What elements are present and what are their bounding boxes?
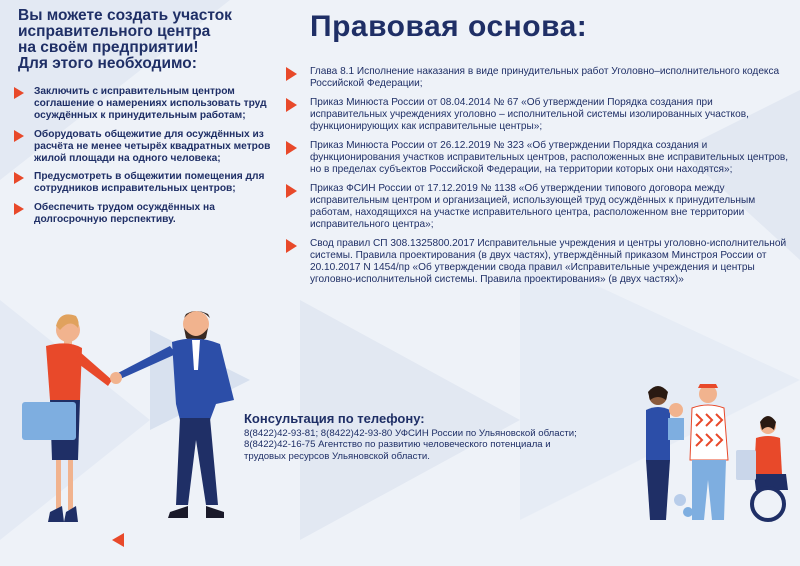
page-title: Правовая основа: — [310, 10, 588, 43]
left-title-line: на своём предприятии! — [18, 39, 199, 56]
consultation-block — [244, 411, 644, 462]
list-item-text: Обеспечить трудом осуждённых на долгосрочную перспективу. — [34, 201, 215, 225]
list-item-text: Предусмотреть в общежитии помещения для сотрудников исправительных центров; — [34, 171, 265, 195]
list-item-text: Оборудовать общежитие для осуждённых из расчёта не менее четырёх квадратных метров жилой площади на одного человека; — [34, 128, 271, 165]
arrow-icon — [286, 98, 297, 112]
list-item — [12, 202, 280, 226]
list-item — [12, 129, 280, 166]
list-item-text: Заключить с исправительным центром соглашение о намерениях использовать труд осуждённых к принудительным работам; — [34, 86, 267, 122]
requirements-list — [12, 86, 280, 226]
left-title-line: исправительного центра — [18, 23, 211, 40]
list-item-text: Свод правил СП 308.1325800.2017 Исправительные учреждения и центры уголовно-исполнительной системы. Правила проектирования (в двух частях), утверждённый приказом Минстроя России от 20.10.2017 N 1454/пр «Об утверждении свода правил «Исправительные учреждения и центры уголовно-исполнительной системы. Правила проектирования» (в двух частях)» — [310, 238, 787, 285]
arrow-icon — [14, 203, 24, 215]
list-item-text: Приказ Минюста России от 08.04.2014 № 67 «Об утверждении Порядка создания при исправительных учреждениях уголовно – исполнительной системы изолированных участков, функционирующих как исправительные центры»; — [310, 97, 749, 132]
list-item — [284, 238, 792, 286]
consultation-line: 8(8422)42-93-81; 8(8422)42-93-80 УФСИН России по Ульяновской области; — [244, 428, 577, 439]
handshake-illustration — [20, 300, 260, 530]
left-column — [12, 8, 280, 232]
list-item — [284, 66, 792, 90]
arrow-icon — [286, 184, 297, 198]
left-title — [18, 8, 280, 72]
arrow-icon — [286, 141, 297, 155]
list-item — [284, 183, 792, 231]
left-title-line: Для этого необходимо: — [18, 55, 197, 72]
arrow-icon — [286, 67, 297, 81]
list-item-text: Глава 8.1 Исполнение наказания в виде принудительных работ Уголовно–исполнительного кодекса Российской Федерации; — [310, 66, 780, 89]
arrow-icon — [14, 130, 24, 142]
people-group-illustration — [636, 380, 796, 530]
list-item — [12, 171, 280, 195]
arrow-icon — [14, 87, 24, 99]
list-item — [284, 140, 792, 176]
legal-basis-list — [284, 66, 792, 293]
list-item — [284, 97, 792, 133]
consultation-title: Консультация по телефону: — [244, 411, 425, 426]
list-item-text: Приказ Минюста России от 26.12.2019 № 323 «Об утверждении Порядка создания и функционирования участков исправительных центров, расположенных вне исправительных центров, но в пределах субъектов Российской Федерации, на территории которых они находятся»; — [310, 140, 789, 175]
list-item — [12, 86, 280, 123]
consultation-line: 8(8422)42-16-75 Агентство по развитию человеческого потенциала и — [244, 439, 551, 451]
arrow-icon — [286, 239, 297, 253]
consultation-line: трудовых ресурсов Ульяновской области. — [244, 450, 430, 462]
list-item-text: Приказ ФСИН России от 17.12.2019 № 1138 «Об утверждении типового договора между исправительным центром и организацией, использующей труд осуждённых к принудительным работам, находящихся на участке исправительного центра, расположенном вне территории исправительного центра»; — [310, 183, 756, 230]
left-title-line: Вы можете создать участок — [18, 7, 232, 24]
arrow-icon — [14, 172, 24, 184]
